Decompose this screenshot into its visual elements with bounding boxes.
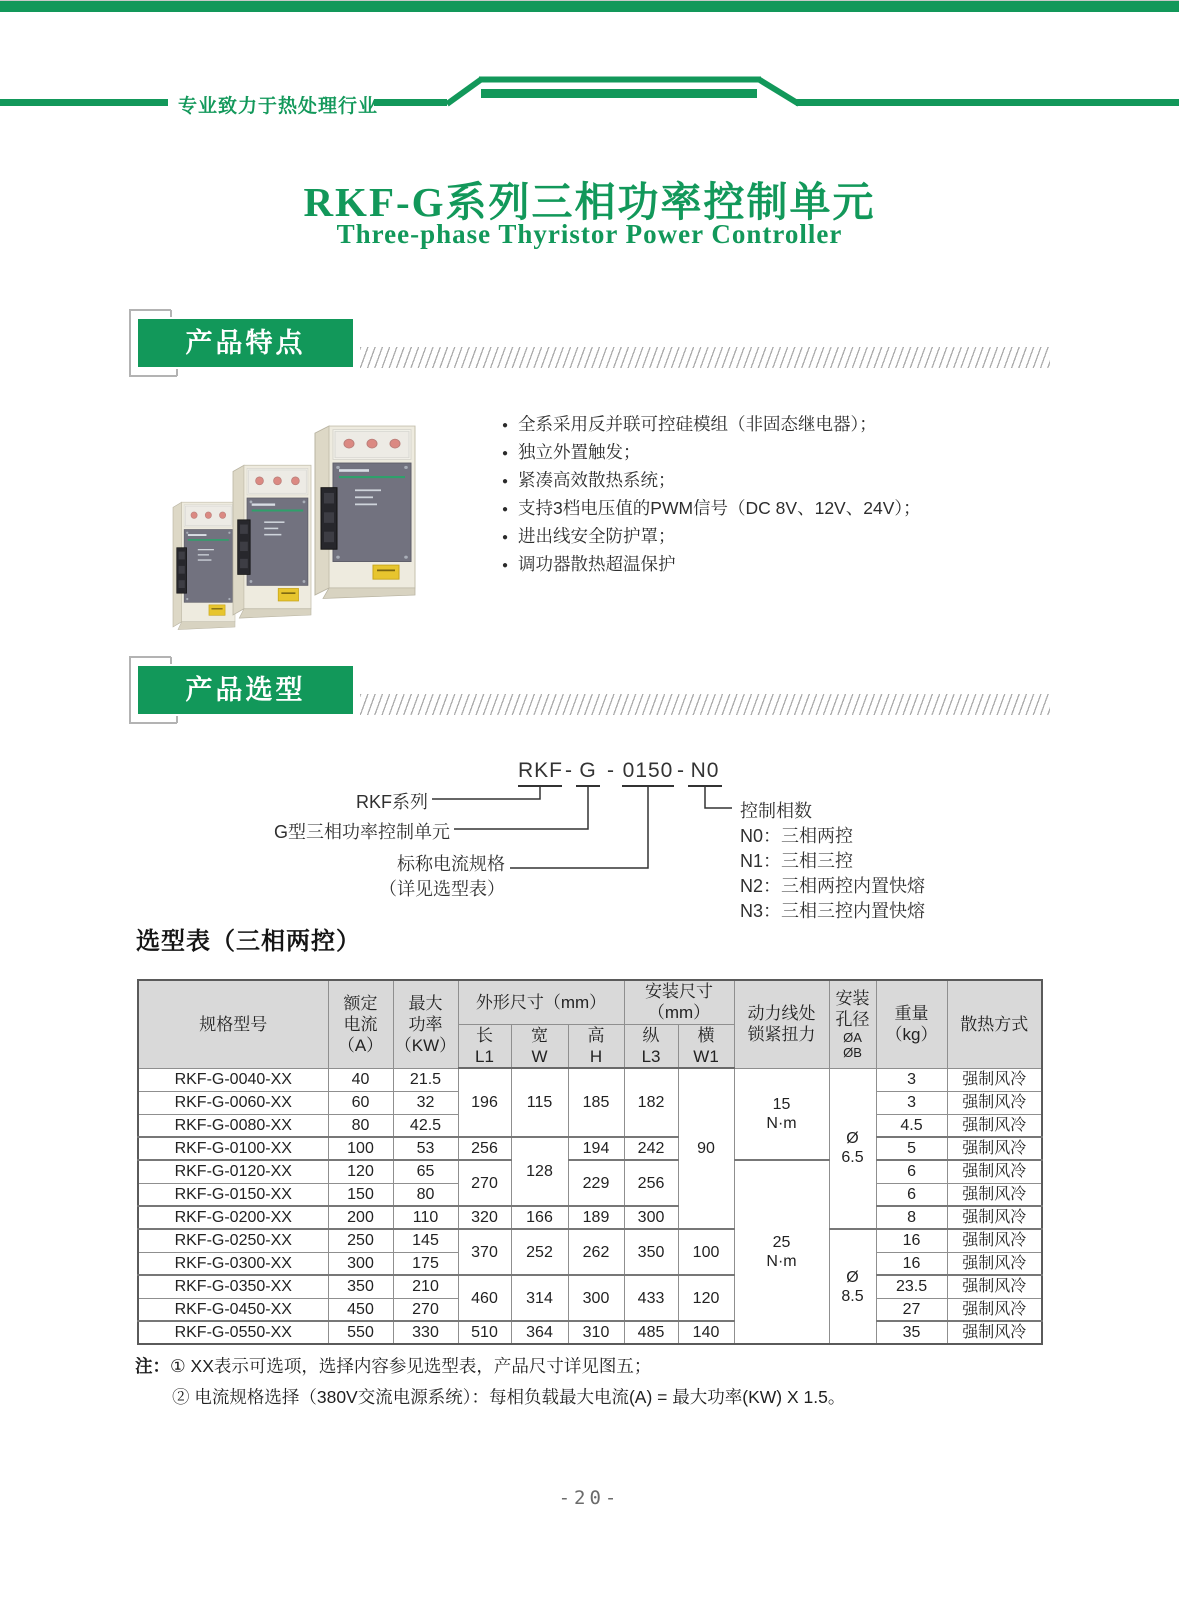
table-cell: 330 [393,1321,458,1344]
note-prefix: 注： [135,1356,170,1376]
code-dash: - [677,759,685,782]
label-series: RKF系列 [356,792,428,812]
feature-item [502,495,1062,523]
table-cell: 270 [458,1160,511,1206]
label-phase-option: N1：三相三控 [740,851,854,871]
table-cell: 6 [876,1183,947,1206]
bullet-icon: ● [502,448,509,459]
table-cell: 120 [328,1160,393,1183]
table-cell: 196 [458,1068,511,1137]
table-row [138,1229,1042,1252]
table-cell: 250 [328,1229,393,1252]
code-current: 0150 [622,759,674,782]
note-line [135,1351,1095,1382]
section-title-selection: 产品选型 [138,666,353,714]
table-cell: 140 [678,1321,734,1344]
table-cell: 460 [458,1275,511,1321]
table-cell: 32 [393,1091,458,1114]
table-cell: 强制风冷 [947,1068,1042,1091]
table-cell: 194 [568,1137,624,1160]
table-cell: 60 [328,1091,393,1114]
code-dash: - [565,759,573,782]
feature-item [502,467,1062,495]
cell-model: RKF-G-0120-XX [138,1160,328,1183]
col-header-torque: 动力线处 锁紧扭力 [734,980,829,1068]
table-cell: 189 [568,1206,624,1229]
section-hatch-pattern [360,347,1050,368]
table-cell: 23.5 [876,1275,947,1298]
cell-model: RKF-G-0450-XX [138,1298,328,1321]
col-header-model: 规格型号 [138,980,328,1068]
header-decor-line [0,1,1179,131]
table-cell: 65 [393,1160,458,1183]
company-tagline: 专业致力于热处理行业 [178,96,379,117]
bullet-icon: ● [502,420,509,431]
note-text: ② 电流规格选择（380V交流电源系统）：每相负载最大电流(A) = 最大功率(KW) X 1.5。 [172,1386,846,1407]
col-header-l1: 长 L1 [458,1024,511,1068]
table-cell: 256 [458,1137,511,1160]
table-cell: 145 [393,1229,458,1252]
col-header-h: 高 H [568,1024,624,1068]
feature-text: 调功器散热超温保护 [518,554,676,574]
table-cell: 40 [328,1068,393,1091]
table-cell: 16 [876,1229,947,1252]
label-type: G型三相功率控制单元 [273,822,450,842]
bullet-icon: ● [502,476,509,487]
table-cell: 185 [568,1068,624,1137]
table-cell: 强制风冷 [947,1114,1042,1137]
code-type: G [579,759,597,782]
table-cell: Ø 8.5 [829,1229,876,1344]
table-cell: 450 [328,1298,393,1321]
spec-table-body [138,1068,1042,1344]
table-cell: 强制风冷 [947,1298,1042,1321]
table-cell: 3 [876,1091,947,1114]
table-cell: 229 [568,1160,624,1206]
col-header-w1: 横 W1 [678,1024,734,1068]
label-current-1: 标称电流规格 [397,854,505,874]
table-cell: 强制风冷 [947,1321,1042,1344]
table-cell: 强制风冷 [947,1275,1042,1298]
feature-text: 紧凑高效散热系统； [518,470,676,490]
col-group-mount: 安装尺寸 （mm） [624,980,734,1024]
label-phase-option: N0：三相两控 [740,826,854,846]
table-cell: 110 [393,1206,458,1229]
notes [135,1351,1095,1412]
col-header-current: 额定 电流 （A） [328,980,393,1068]
table-cell: 242 [624,1137,678,1160]
table-cell: 27 [876,1298,947,1321]
section-title-features: 产品特点 [138,319,353,367]
table-cell: 53 [393,1137,458,1160]
col-header-l3: 纵 L3 [624,1024,678,1068]
table-cell: 256 [624,1160,678,1206]
table-cell: 5 [876,1137,947,1160]
table-cell: 强制风冷 [947,1160,1042,1183]
cell-model: RKF-G-0150-XX [138,1183,328,1206]
feature-item [502,523,1062,551]
page-number: -20- [558,1487,621,1509]
page-title: RKF-G系列三相功率控制单元 [303,179,876,225]
cell-model: RKF-G-0250-XX [138,1229,328,1252]
table-cell: 强制风冷 [947,1252,1042,1275]
table-cell: 370 [458,1229,511,1275]
table-row [138,1321,1042,1344]
table-cell: 300 [328,1252,393,1275]
table-cell: 强制风冷 [947,1183,1042,1206]
table-cell: 175 [393,1252,458,1275]
bullet-icon: ● [502,504,509,515]
table-cell: 15 N·m [734,1068,829,1160]
cell-model: RKF-G-0550-XX [138,1321,328,1344]
col-group-outline: 外形尺寸（mm） [458,980,624,1024]
table-cell: 210 [393,1275,458,1298]
table-row [138,1275,1042,1298]
feature-text: 独立外置触发； [518,442,641,462]
table-row [138,1160,1042,1183]
table-cell: 25 N·m [734,1160,829,1344]
code-series: RKF [518,759,563,782]
bullet-icon: ● [502,560,509,571]
table-cell: 310 [568,1321,624,1344]
spec-table-head [138,980,1042,1068]
table-cell: 182 [624,1068,678,1137]
section-features-header [128,305,1068,377]
table-cell: 强制风冷 [947,1137,1042,1160]
feature-text: 支持3档电压值的PWM信号（DC 8V、12V、24V）； [518,498,921,518]
table-cell: 16 [876,1252,947,1275]
table-cell: 320 [458,1206,511,1229]
table-cell: 强制风冷 [947,1229,1042,1252]
note-text: ① XX表示可选项，选择内容参见选型表，产品尺寸详见图五； [170,1356,652,1376]
label-phase-option: N3：三相三控内置快熔 [740,901,926,921]
table-cell: 100 [328,1137,393,1160]
table-cell: 115 [511,1068,568,1137]
table-cell: 350 [624,1229,678,1275]
table-row [138,1137,1042,1160]
table-cell: 100 [678,1229,734,1275]
page-subtitle: Three-phase Thyristor Power Controller [336,219,843,249]
table-cell: 300 [624,1206,678,1229]
table-cell: 364 [511,1321,568,1344]
table-cell: Ø 6.5 [829,1068,876,1229]
table-cell: 6 [876,1160,947,1183]
table-cell: 262 [568,1229,624,1275]
cell-model: RKF-G-0200-XX [138,1206,328,1229]
spec-table [137,979,1043,1345]
feature-item [502,551,1062,579]
note-line [172,1382,1095,1413]
table-cell: 21.5 [393,1068,458,1091]
table-row [138,1206,1042,1229]
label-phase-title: 控制相数 [740,801,812,821]
code-phase: N0 [690,759,720,782]
label-phase-option: N2：三相两控内置快熔 [740,876,926,896]
feature-item [502,439,1062,467]
col-header-w: 宽 W [511,1024,568,1068]
cell-model: RKF-G-0040-XX [138,1068,328,1091]
col-header-weight: 重量 （kg） [876,980,947,1068]
cell-model: RKF-G-0100-XX [138,1137,328,1160]
feature-item [502,411,1062,439]
code-dash: - [607,759,615,782]
table-cell: 强制风冷 [947,1206,1042,1229]
section-hatch-pattern [360,694,1050,715]
cell-model: RKF-G-0060-XX [138,1091,328,1114]
table-cell: 3 [876,1068,947,1091]
table-cell: 90 [678,1068,734,1229]
feature-text: 全系采用反并联可控硅模组（非固态继电器）； [518,414,877,434]
table-cell: 270 [393,1298,458,1321]
label-current-2: （详见选型表） [379,879,505,899]
table-cell: 120 [678,1275,734,1321]
table-cell: 252 [511,1229,568,1275]
table-cell: 300 [568,1275,624,1321]
feature-list [502,411,1062,579]
table-cell: 35 [876,1321,947,1344]
table-cell: 350 [328,1275,393,1298]
table-cell: 8 [876,1206,947,1229]
table-cell: 128 [511,1137,568,1206]
table-cell: 485 [624,1321,678,1344]
table-cell: 80 [393,1183,458,1206]
col-header-hole: 安装 孔径 ØA ØB [829,980,876,1068]
feature-text: 进出线安全防护罩； [518,526,676,546]
table-cell: 510 [458,1321,511,1344]
cell-model: RKF-G-0300-XX [138,1252,328,1275]
table-cell: 433 [624,1275,678,1321]
col-header-power: 最大 功率 （KW） [393,980,458,1068]
table-cell: 200 [328,1206,393,1229]
model-code-diagram [0,741,1179,931]
table-cell: 4.5 [876,1114,947,1137]
bullet-icon: ● [502,532,509,543]
col-header-cooling: 散热方式 [947,980,1042,1068]
product-photo [155,389,455,649]
table-title: 选型表（三相两控） [136,928,361,955]
table-cell: 150 [328,1183,393,1206]
cell-model: RKF-G-0350-XX [138,1275,328,1298]
section-selection-header [128,652,1068,724]
cell-model: RKF-G-0080-XX [138,1114,328,1137]
table-cell: 166 [511,1206,568,1229]
table-cell: 80 [328,1114,393,1137]
table-cell: 314 [511,1275,568,1321]
table-cell: 42.5 [393,1114,458,1137]
table-cell: 550 [328,1321,393,1344]
table-row [138,1068,1042,1091]
table-cell: 强制风冷 [947,1091,1042,1114]
